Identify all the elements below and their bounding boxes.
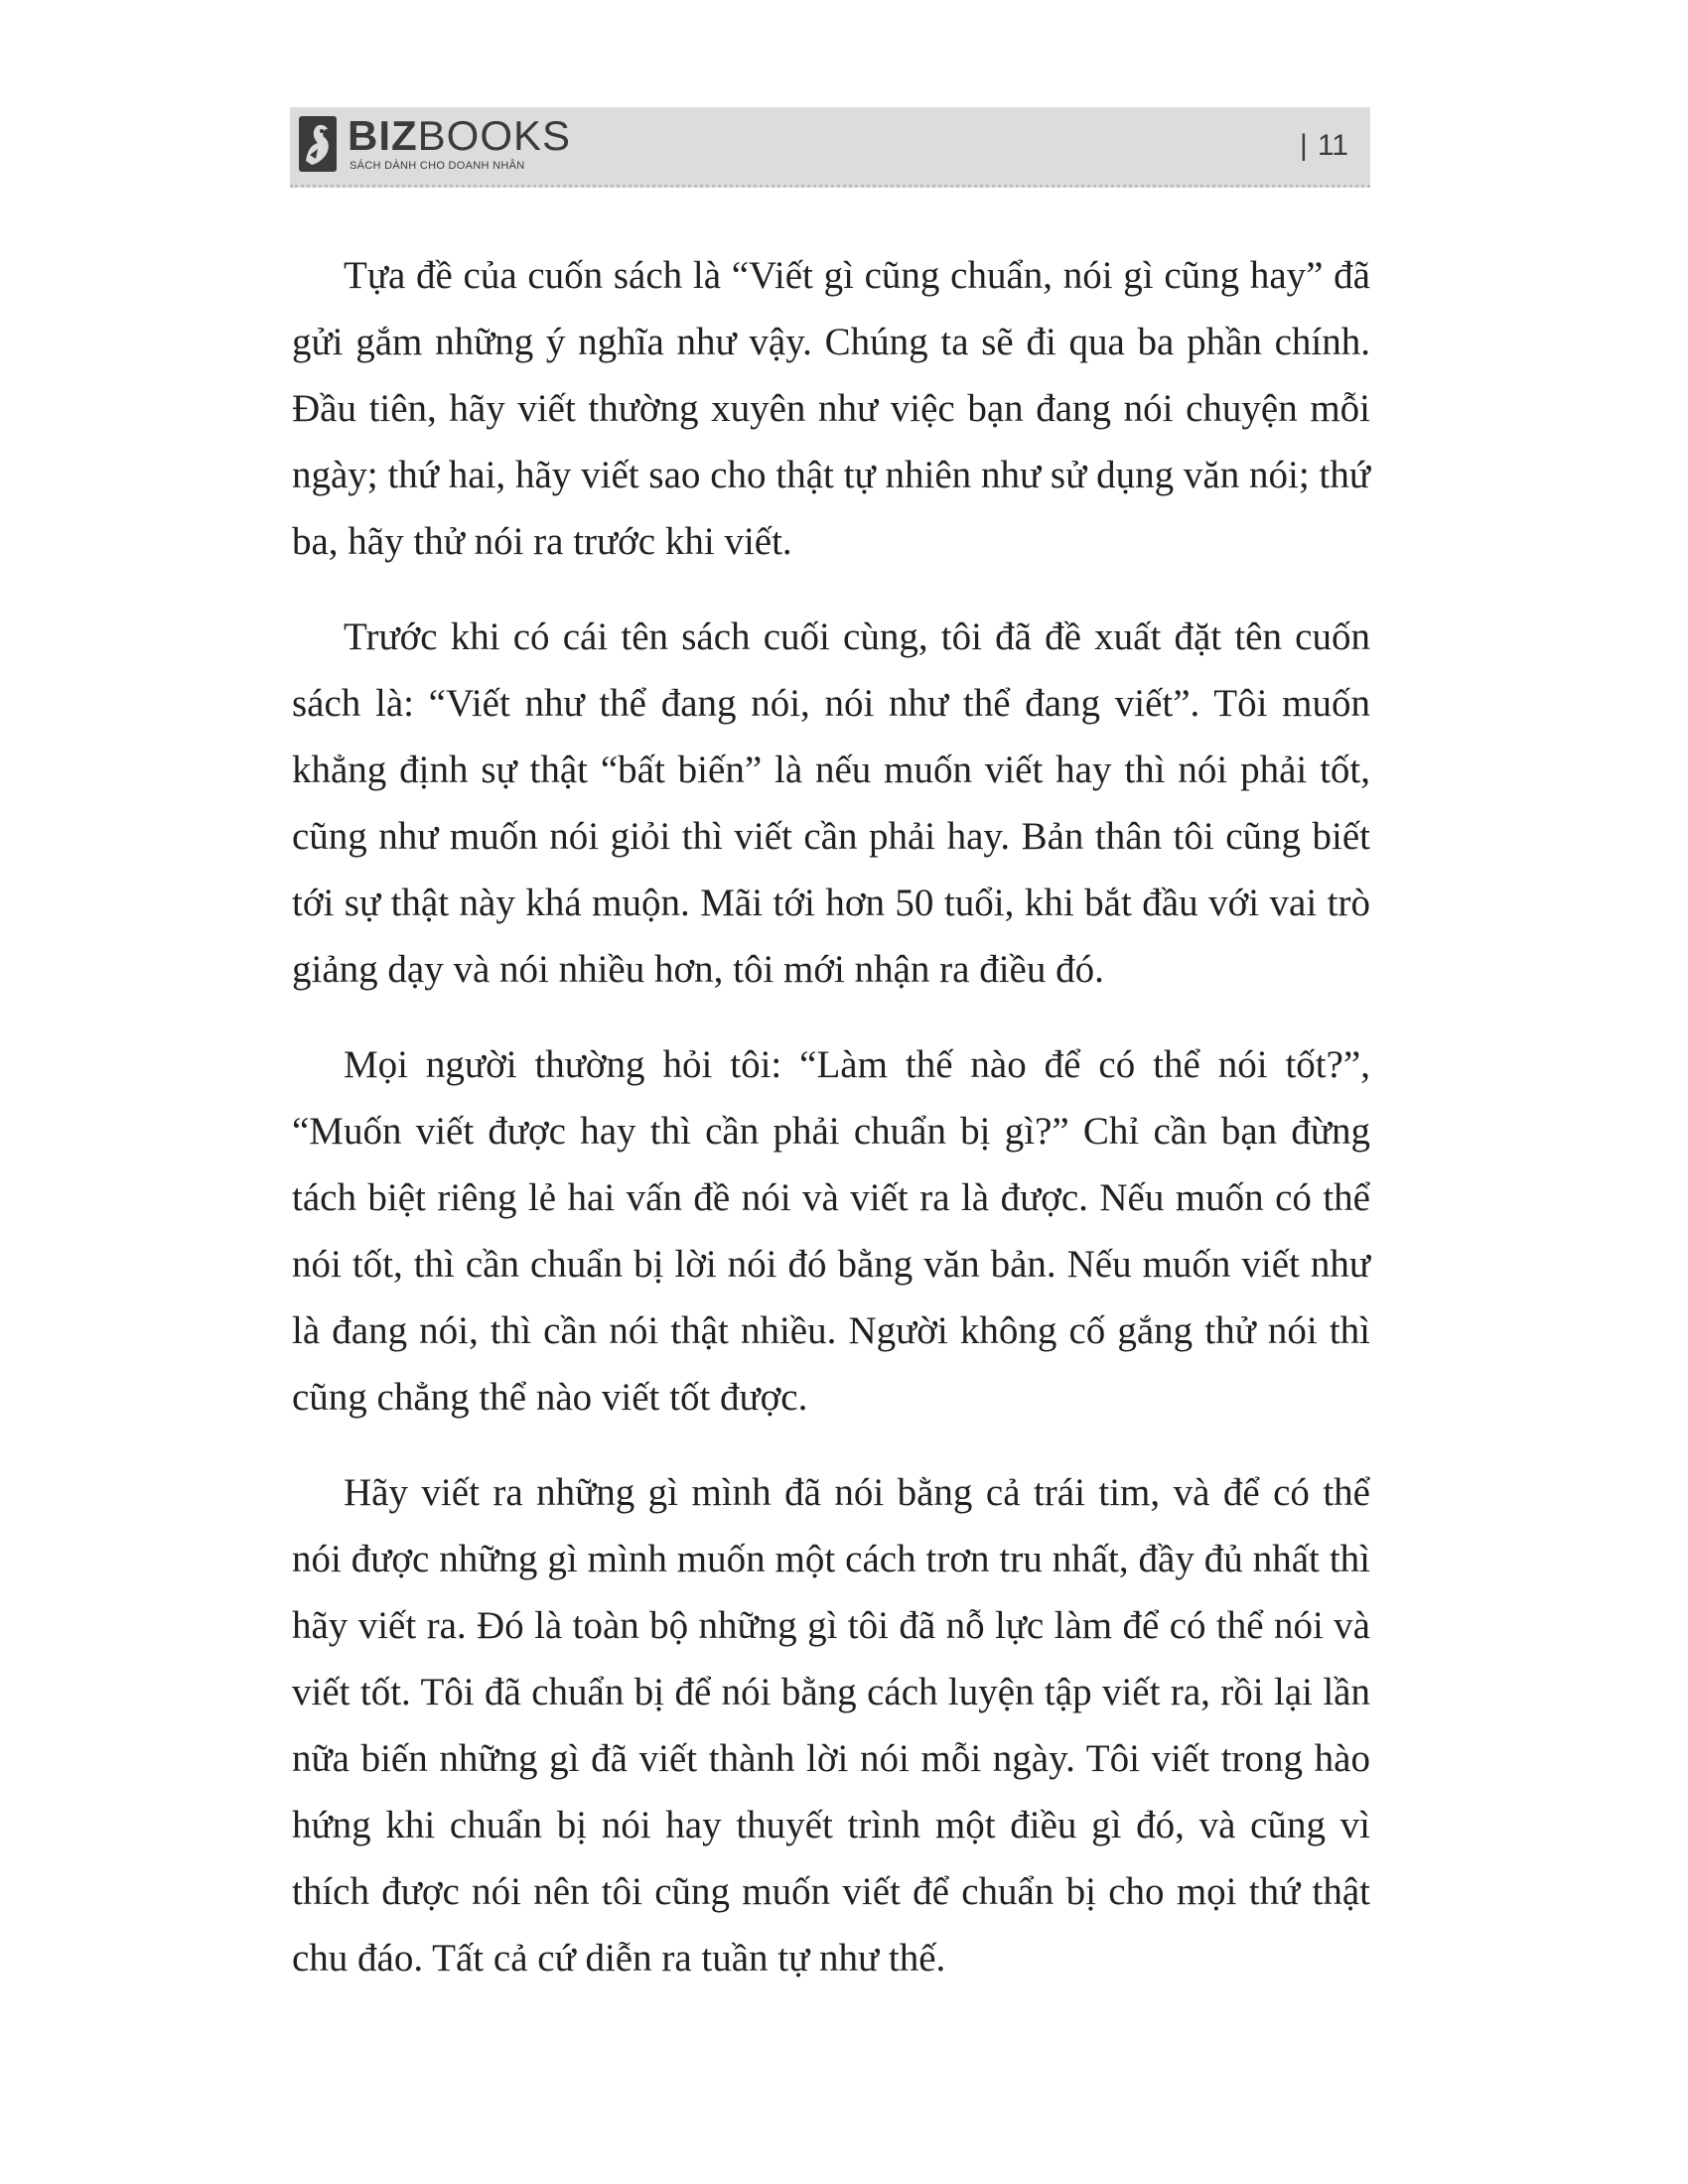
paragraph-3: Mọi người thường hỏi tôi: “Làm thế nào để có thể nói tốt?”, “Muốn viết được hay thì cần phải chuẩn bị gì?” Chỉ cần bạn đừng tách biệt riêng lẻ hai vấn đề nói và viết ra là được. Nếu muốn có thể nói tốt, thì cần chuẩn bị lời nói đó bằng văn bản. Nếu muốn viết như là đang nói, thì cần nói thật nhiều. Người không cố gắng thử nói thì cũng chẳng thể nào viết tốt được.: [292, 1043, 1370, 1419]
brand-bold: BIZ: [348, 112, 418, 159]
brand-regular: BOOKS: [417, 112, 572, 159]
publisher-logo: [298, 112, 572, 179]
publisher-emblem-icon: [298, 115, 338, 173]
page-number-value: 11: [1317, 129, 1348, 162]
brand-wordmark: [348, 113, 571, 159]
brand-tagline: SÁCH DÀNH CHO DOANH NHÂN: [350, 160, 525, 172]
body-text: [292, 242, 1370, 2020]
page-number: [1300, 129, 1348, 163]
paragraph-4: Hãy viết ra những gì mình đã nói bằng cả trái tim, và để có thể nói được những gì mình muốn một cách trơn tru nhất, đầy đủ nhất thì hãy viết ra. Đó là toàn bộ những gì tôi đã nỗ lực làm để có thể nói và viết tốt. Tôi đã chuẩn bị để nói bằng cách luyện tập viết ra, rồi lại lần nữa biến những gì đã viết thành lời nói mỗi ngày. Tôi viết trong hào hứng khi chuẩn bị nói hay thuyết trình một điều gì đó, và cũng vì thích được nói nên tôi cũng muốn viết để chuẩn bị cho mọi thứ thật chu đáo. Tất cả cứ diễn ra tuần tự như thế.: [292, 1471, 1370, 1979]
page-number-separator: |: [1300, 129, 1308, 162]
running-header: [290, 107, 1370, 188]
paragraph-2: Trước khi có cái tên sách cuối cùng, tôi đã đề xuất đặt tên cuốn sách là: “Viết như thể đang nói, nói như thể đang viết”. Tôi muốn khẳng định sự thật “bất biến” là nếu muốn viết hay thì nói phải tốt, cũng như muốn nói giỏi thì viết cần phải hay. Bản thân tôi cũng biết tới sự thật này khá muộn. Mãi tới hơn 50 tuổi, khi bắt đầu với vai trò giảng dạy và nói nhiều hơn, tôi mới nhận ra điều đó.: [292, 615, 1370, 991]
paragraph-1: Tựa đề của cuốn sách là “Viết gì cũng chuẩn, nói gì cũng hay” đã gửi gắm những ý nghĩa như vậy. Chúng ta sẽ đi qua ba phần chính. Đầu tiên, hãy viết thường xuyên như việc bạn đang nói chuyện mỗi ngày; thứ hai, hãy viết sao cho thật tự nhiên như sử dụng văn nói; thứ ba, hãy thử nói ra trước khi viết.: [292, 254, 1370, 563]
